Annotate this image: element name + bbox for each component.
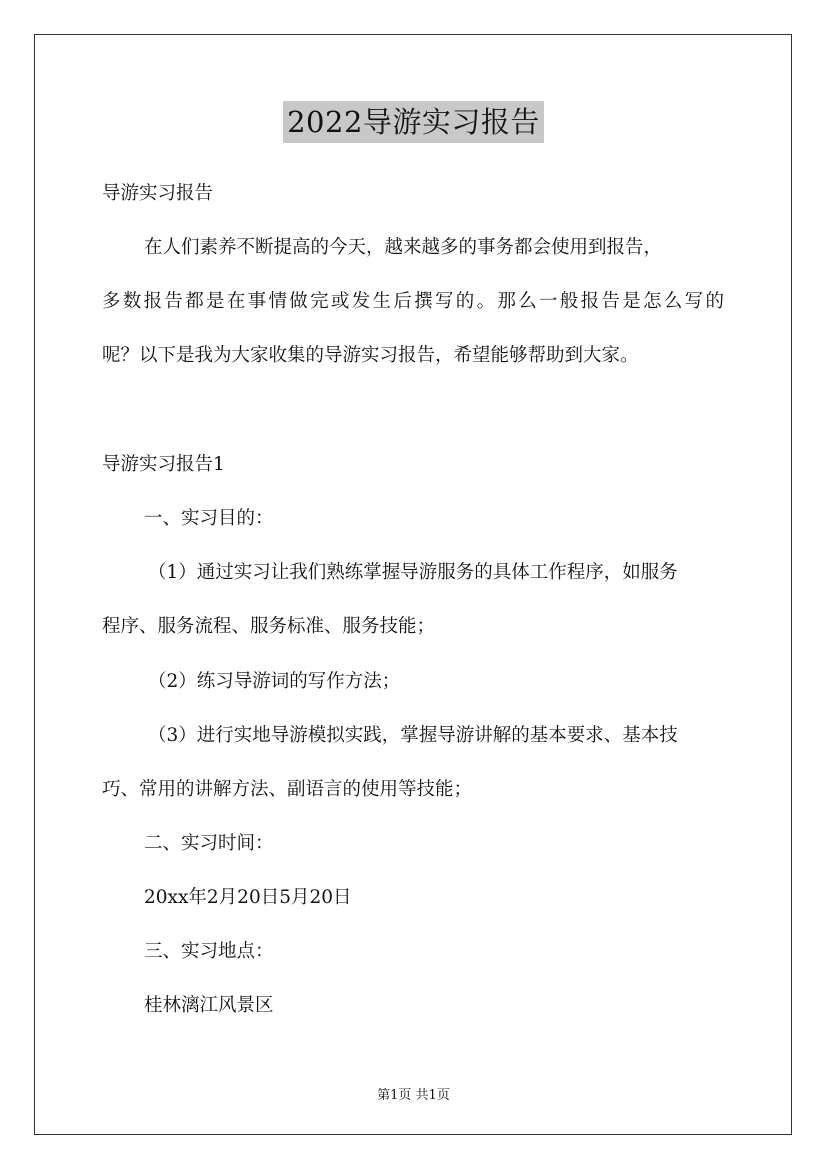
purpose-heading: 一、实习目的： bbox=[144, 508, 274, 529]
intro-line-2: 多数报告都是在事情做完或发生后撰写的。那么一般报告是怎么写的 bbox=[102, 291, 724, 312]
time-heading: 二、实习时间： bbox=[144, 833, 274, 854]
time-value: 20xx年2月20日5月20日 bbox=[144, 887, 352, 908]
section-title: 导游实习报告1 bbox=[102, 454, 225, 475]
place-heading: 三、实习地点： bbox=[144, 941, 274, 962]
purpose-item-3-line-1: （3）进行实地导游模拟实践，掌握导游讲解的基本要求、基本技 bbox=[148, 725, 678, 746]
purpose-item-1-line-1: （1）通过实习让我们熟练掌握导游服务的具体工作程序，如服务 bbox=[148, 562, 678, 583]
document-subtitle: 导游实习报告 bbox=[102, 183, 214, 204]
intro-line-1: 在人们素养不断提高的今天，越来越多的事务都会使用到报告， bbox=[144, 237, 663, 258]
page-footer: 第1页 共1页 bbox=[377, 1088, 450, 1103]
purpose-item-2: （2）练习导游词的写作方法； bbox=[148, 671, 401, 692]
purpose-item-1-line-2: 程序、服务流程、服务标准、服务技能； bbox=[102, 616, 436, 637]
place-value: 桂林漓江风景区 bbox=[144, 995, 274, 1016]
intro-line-3: 呢？以下是我为大家收集的导游实习报告，希望能够帮助到大家。 bbox=[102, 345, 639, 366]
document-title: 2022导游实习报告 bbox=[283, 101, 544, 143]
purpose-item-3-line-2: 巧、常用的讲解方法、副语言的使用等技能； bbox=[102, 779, 473, 800]
